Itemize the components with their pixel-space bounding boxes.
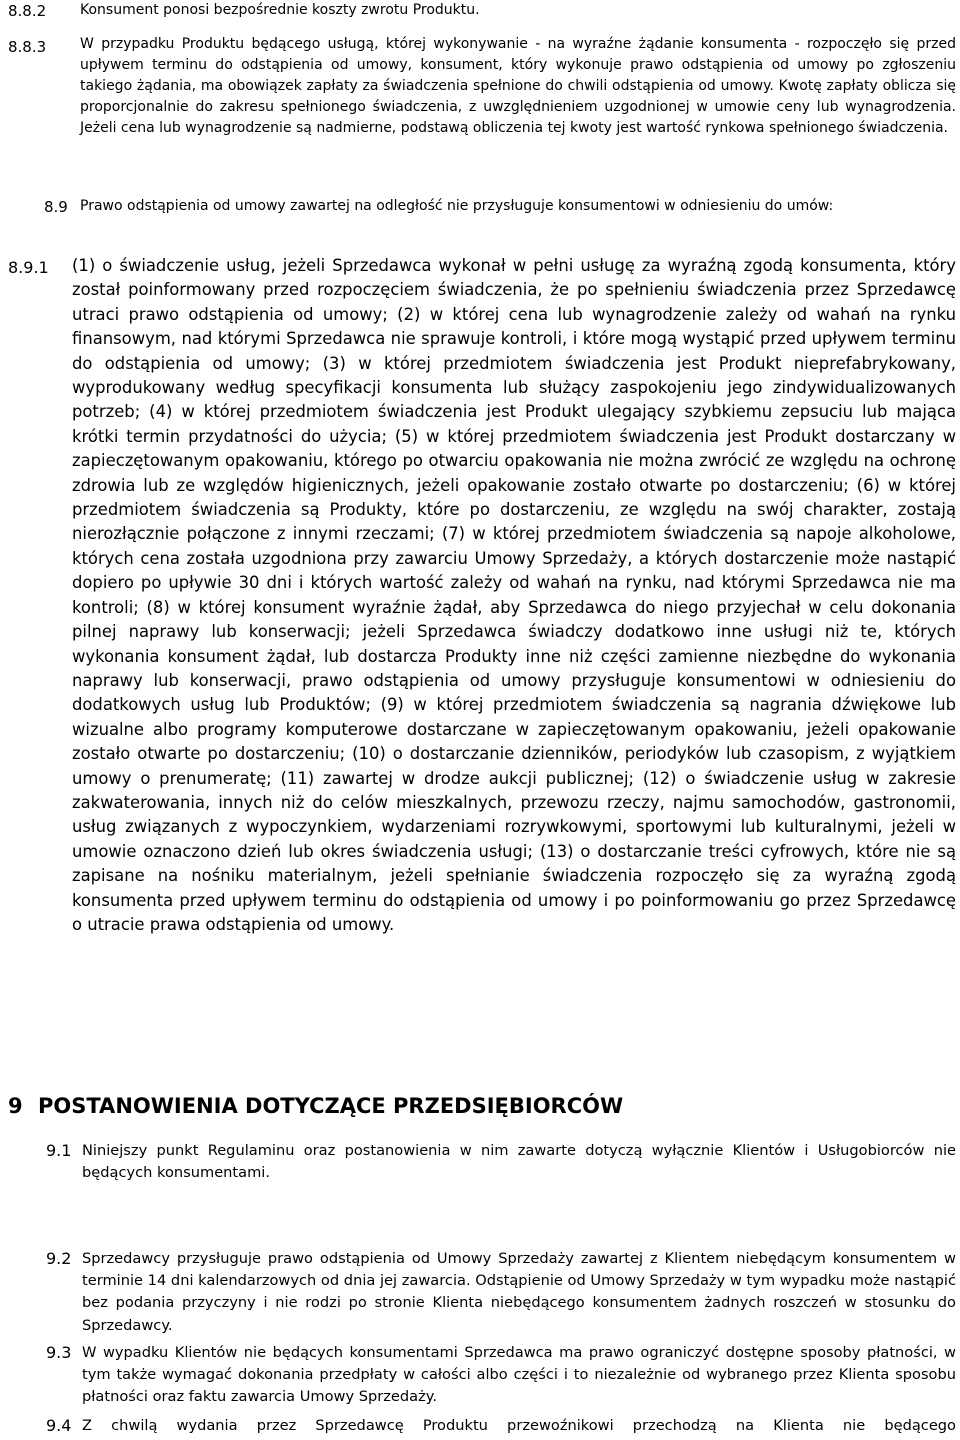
section-number-9: 9	[8, 1094, 23, 1118]
paragraph-9-2-text: Sprzedawcy przysługuje prawo odstąpienia od Umowy Sprzedaży zawartej z Klientem niebędącym konsumentem w terminie 14 dni kalendarzowych od dnia jej zawarcia. Odstąpienie od Umowy Sprzedaży w tym wypadku może nastąpić bez podania przyczyny i nie rodzi po stronie Klienta niebędącego konsumentem żadnych roszczeń w stosunku do Sprzedawcy.	[82, 1250, 956, 1334]
paragraph-9-1-text: Niniejszy punkt Regulaminu oraz postanowienia w nim zawarte dotyczą wyłącznie Klientów i Usługobiorców nie będących konsumentami.	[82, 1142, 956, 1182]
paragraph-number-8-9: 8.9	[44, 198, 68, 216]
paragraph-8-8-3-text: W przypadku Produktu będącego usługą, której wykonywanie - na wyraźne żądanie konsumenta - rozpoczęło się przed upływem terminu do odstąpienia od umowy, konsument, który wykonuje prawo odstąpienia od umowy po zgłoszeniu takiego żądania, ma obowiązek zapłaty za świadczenia spełnione do chwili odstąpienia od umowy. Kwotę zapłaty oblicza się proporcjonalnie do zakresu spełnionego świadczenia, z uwzględnieniem uzgodnionej w umowie ceny lub wynagrodzenia. Jeżeli cena lub wynagrodzenie są nadmierne, podstawą obliczenia tej kwoty jest wartość rynkowa spełnionego świadczenia.	[80, 36, 956, 136]
paragraph-8-9-1-text: (1) o świadczenie usług, jeżeli Sprzedawca wykonał w pełni usługę za wyraźną zgodą konsumenta, który został poinformowany przed rozpoczęciem świadczenia, że po spełnieniu świadczenia przez Sprzedawcę utraci prawo odstąpienia od umowy; (2) w której cena lub wynagrodzenie zależy od wahań na rynku finansowym, nad którymi Sprzedawca nie sprawuje kontroli, i które mogą wystąpić przed upływem terminu do odstąpienia od umowy; (3) w której przedmiotem świadczenia jest Produkt nieprefabrykowany, wyprodukowany według specyfikacji konsumenta lub służący zaspokojeniu jego zindywidualizowanych potrzeb; (4) w której przedmiotem świadczenia jest Produkt ulegający szybkiemu zepsuciu lub mająca krótki termin przydatności do użycia; (5) w której przedmiotem świadczenia jest Produkt dostarczany w zapieczętowanym opakowaniu, którego po otwarciu opakowania nie można zwrócić ze względu na ochronę zdrowia lub ze względów higienicznych, jeżeli opakowanie zostało otwarte po dostarczeniu; (6) w której przedmiotem świadczenia są Produkty, które po dostarczeniu, ze względu na swój charakter, zostają nierozłącznie połączone z innymi rzeczami; (7) w której przedmiotem świadczenia są napoje alkoholowe, których cena została uzgodniona przy zawarciu Umowy Sprzedaży, a których dostarczenie może nastąpić dopiero po upływie 30 dni i których wartość zależy od wahań na rynku, nad którymi Sprzedawca nie ma kontroli; (8) w której konsument wyraźnie żądał, aby Sprzedawca do niego przyjechał w celu dokonania pilnej naprawy lub konserwacji; jeżeli Sprzedawca świadczy dodatkowo inne usługi niż te, których wykonania konsument żądał, lub dostarcza Produkty inne niż części zamienne niezbędne do wykonania naprawy lub konserwacji, prawo odstąpienia od umowy przysługuje konsumentowi w odniesieniu do dodatkowych usług lub Produktów; (9) w której przedmiotem świadczenia są nagrania dźwiękowe lub wizualne albo programy komputerowe dostarczane w zapieczętowanym opakowaniu, jeżeli opakowanie zostało otwarte po dostarczeniu; (10) o dostarczanie dzienników, periodyków lub czasopism, z wyjątkiem umowy o prenumeratę; (11) zawartej w drodze aukcji publicznej; (12) o świadczenie usług w zakresie zakwaterowania, innych niż do celów mieszkalnych, przewozu rzeczy, najmu samochodów, gastronomii, usług związanych z wypoczynkiem, wydarzeniami rozrywkowymi, sportowymi lub kulturalnymi, jeżeli w umowie oznaczono dzień lub okres świadczenia usługi; (13) o dostarczanie treści cyfrowych, które nie są zapisane na nośniku materialnym, jeżeli spełnianie świadczenia rozpoczęło się za wyraźną zgodą konsumenta przed upływem terminu do odstąpienia od umowy i po poinformowaniu go przez Sprzedawcę o utracie prawa odstąpienia od umowy.	[72, 256, 956, 934]
paragraph-number-8-8-3: 8.8.3	[8, 38, 47, 56]
paragraph-9-3-text: W wypadku Klientów nie będących konsumentami Sprzedawca ma prawo ograniczyć dostępne sposoby płatności, w tym także wymagać dokonania przedpłaty w całości albo części i to niezależnie od wybranego przez Klienta sposobu płatności oraz faktu zawarcia Umowy Sprzedaży.	[82, 1344, 956, 1406]
paragraph-number-9-4: 9.4	[46, 1416, 72, 1435]
paragraph-9-4-text: Z chwilą wydania przez Sprzedawcę Produktu przewoźnikowi przechodzą na Klienta nie będącego	[82, 1417, 956, 1434]
section-9-title: POSTANOWIENIA DOTYCZĄCE PRZEDSIĘBIORCÓW	[38, 1094, 624, 1118]
paragraph-number-8-8-2: 8.8.2	[8, 2, 47, 20]
paragraph-8-9-text: Prawo odstąpienia od umowy zawartej na odległość nie przysługuje konsumentowi w odniesieniu do umów:	[80, 198, 834, 214]
paragraph-number-9-1: 9.1	[46, 1141, 72, 1160]
paragraph-number-8-9-1: 8.9.1	[8, 258, 49, 277]
paragraph-8-8-2-text: Konsument ponosi bezpośrednie koszty zwrotu Produktu.	[80, 2, 480, 18]
paragraph-number-9-2: 9.2	[46, 1249, 72, 1268]
paragraph-number-9-3: 9.3	[46, 1343, 72, 1362]
